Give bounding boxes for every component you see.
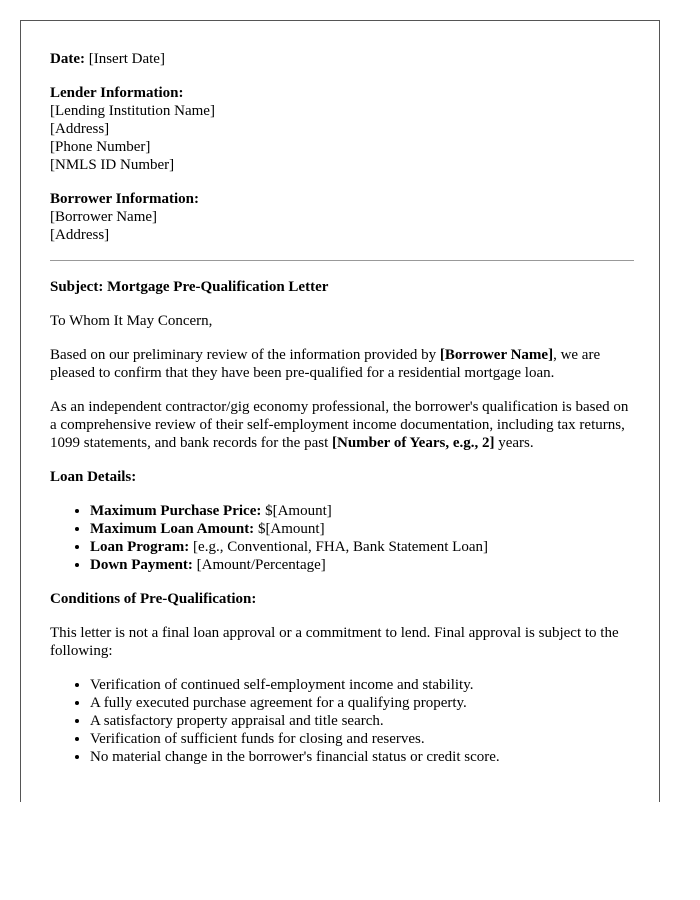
- loan-details-heading: [50, 468, 634, 486]
- para1-text: Based on our preliminary review of the information provided by: [50, 347, 440, 363]
- loan-details-list: [50, 502, 634, 574]
- conditions-intro: This letter is not a final loan approval or a commitment to lend. Final approval is subject to the following:: [50, 625, 619, 659]
- para2-text: As an independent contractor/gig economy professional, the borrower's qualification is based on a comprehensive review of their self-employment income documentation, including tax returns, 1099 statements, and bank records for the past: [50, 399, 629, 451]
- conditions-heading: [50, 590, 634, 608]
- borrower-line: [Borrower Name]: [50, 209, 158, 225]
- list-item: • A satisfactory property appraisal and title search.: [90, 712, 634, 730]
- paragraph-prequalified: [50, 346, 634, 382]
- para2-text-end: years.: [494, 435, 534, 451]
- conditions-title: Conditions of Pre-Qualification:: [50, 591, 257, 607]
- para1-text-end: , we are pleased to confirm that they have been pre-qualified for a residential mortgage loan.: [50, 347, 601, 381]
- loan-detail-value: $[Amount]: [261, 503, 332, 519]
- list-item: [90, 520, 634, 538]
- list-item: [90, 502, 634, 520]
- salutation: To Whom It May Concern,: [50, 313, 213, 329]
- loan-detail-value: $[Amount]: [254, 521, 325, 537]
- date-value: [Insert Date]: [84, 51, 165, 67]
- years-bold: [Number of Years, e.g., 2]: [332, 435, 495, 451]
- lender-line: [Address]: [50, 121, 110, 137]
- list-item: [90, 538, 634, 556]
- letter-content: [50, 50, 634, 782]
- conditions-list: [50, 676, 634, 766]
- loan-detail-label: Maximum Purchase Price:: [90, 503, 262, 519]
- loan-detail-label: Down Payment:: [90, 557, 193, 573]
- subject-text: Subject: Mortgage Pre-Qualification Letter: [50, 279, 329, 295]
- loan-detail-value: [Amount/Percentage]: [192, 557, 326, 573]
- borrower-info: [50, 190, 634, 244]
- list-item: • No material change in the borrower's financial status or credit score.: [90, 748, 634, 766]
- date-line: [50, 50, 634, 68]
- lender-line: [Lending Institution Name]: [50, 103, 215, 119]
- borrower-name-bold: [Borrower Name]: [439, 347, 554, 363]
- list-item: • A fully executed purchase agreement for a qualifying property.: [90, 694, 634, 712]
- loan-details-title: Loan Details:: [50, 469, 137, 485]
- list-item: • Verification of sufficient funds for closing and reserves.: [90, 730, 634, 748]
- loan-detail-label: Loan Program:: [90, 539, 190, 555]
- lender-info: [50, 84, 634, 174]
- lender-line: [NMLS ID Number]: [50, 157, 175, 173]
- section-divider: [50, 260, 634, 261]
- lender-line: [Phone Number]: [50, 139, 151, 155]
- paragraph-income-review: [50, 398, 634, 452]
- lender-heading: Lender Information:: [50, 85, 184, 101]
- list-item: • Verification of continued self-employment income and stability.: [90, 676, 634, 694]
- date-label: Date:: [50, 51, 85, 67]
- subject-line: [50, 278, 634, 296]
- list-item: [90, 556, 634, 574]
- loan-detail-label: Maximum Loan Amount:: [90, 521, 255, 537]
- loan-detail-value: [e.g., Conventional, FHA, Bank Statement Loan]: [189, 539, 488, 555]
- borrower-heading: Borrower Information:: [50, 191, 200, 207]
- borrower-line: [Address]: [50, 227, 110, 243]
- letter-page: [20, 20, 660, 802]
